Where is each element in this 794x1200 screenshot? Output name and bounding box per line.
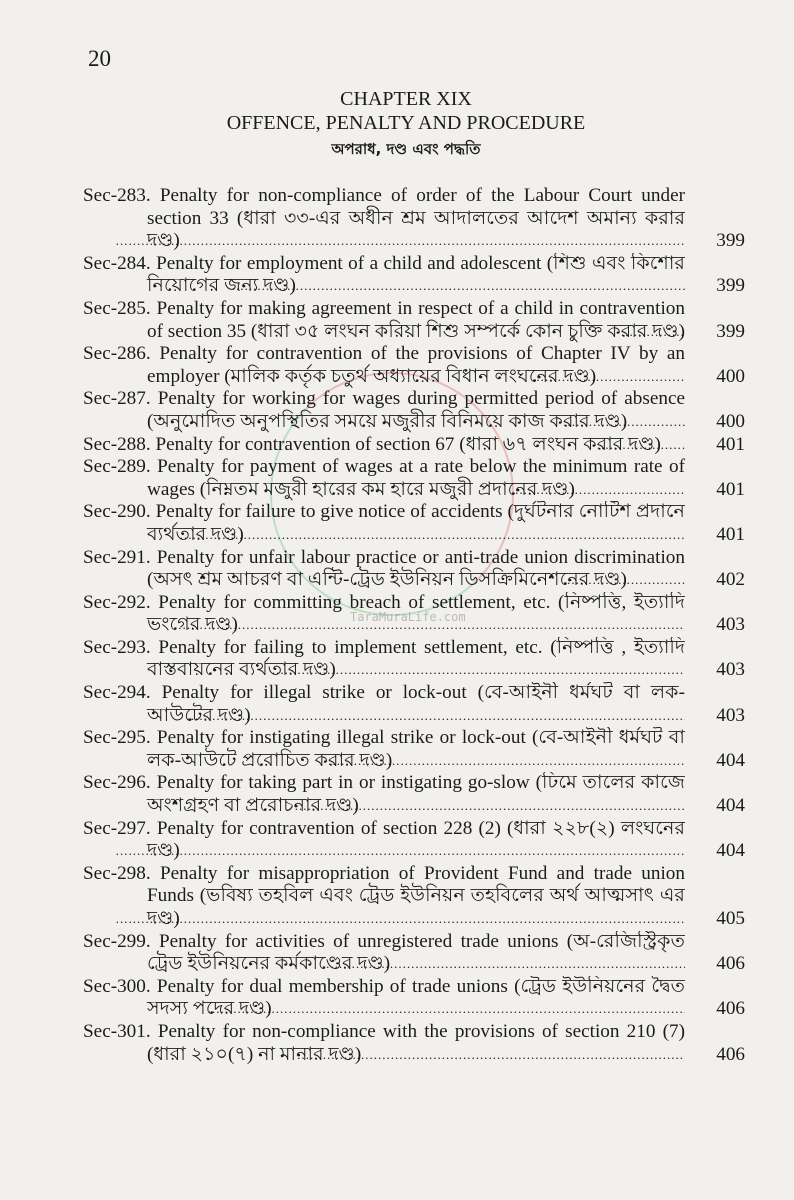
page-number: 20 <box>88 46 111 71</box>
toc-entry[interactable] <box>83 592 745 637</box>
toc-entry-text: Sec-286. Penalty for contravention of the provisions of Chapter IV by an employer (মালিক কর্তৃক চতুর্থ অধ্যায়ের বিধান লংঘনের দণ্ড) ..... <box>83 343 685 387</box>
toc-entry[interactable] <box>83 818 745 863</box>
toc-entry-page: 406 <box>716 1043 745 1065</box>
table-of-contents <box>83 185 745 1066</box>
toc-entry-text: Sec-285. Penalty for making agreement in respect of a child in contravention of section 35 (ধারা ৩৫ লংঘন করিয়া শিশু সম্পর্কে কোন চুক্তি করার দণ্ড) ..... <box>83 298 685 342</box>
toc-entry-page: 403 <box>716 614 745 636</box>
toc-entry-page: 399 <box>716 320 745 342</box>
toc-entry-page: 404 <box>716 840 745 862</box>
toc-entry[interactable] <box>83 863 745 931</box>
toc-entry-page: 406 <box>716 998 745 1020</box>
toc-entry-page: 404 <box>716 795 745 817</box>
toc-entry-title <box>83 388 685 433</box>
toc-entry-page: 405 <box>716 908 745 929</box>
toc-entry[interactable] <box>83 185 745 253</box>
toc-entry-text: Sec-291. Penalty for unfair labour practice or anti-trade union discrimination (অসৎ শ্রম আচরণ বা এন্টি-ট্রেড ইউনিয়ন ডিসক্রিমিনেশনের দণ্ড) ..... <box>83 547 685 591</box>
toc-entry-page: 399 <box>716 230 745 252</box>
toc-entry-title <box>83 863 685 931</box>
toc-entry-text: Sec-293. Penalty for failing to implement settlement, etc. (নিষ্পত্তি , ইত্যাদি বাস্তবায়নের ব্যর্থতার দণ্ড) ..... <box>83 637 685 681</box>
toc-entry[interactable] <box>83 343 745 388</box>
toc-entry[interactable] <box>83 931 745 976</box>
toc-entry[interactable] <box>83 456 745 501</box>
toc-entry[interactable] <box>83 253 745 298</box>
toc-entry-text: Sec-296. Penalty for taking part in or instigating go-slow (ঢিমে তালের কাজে অংশগ্রহণ বা প্ররোচনার দণ্ড) ..... <box>83 772 685 816</box>
toc-entry[interactable] <box>83 547 745 592</box>
toc-entry[interactable] <box>83 727 745 772</box>
toc-entry-text: Sec-298. Penalty for misappropriation of Provident Fund and trade union Funds (ভবিষ্য তহবিল এবং ট্রেড ইউনিয়ন তহবিলের অর্থ আত্মসাৎ এর দণ্ড) ..... <box>83 863 685 929</box>
toc-entry-text: Sec-299. Penalty for activities of unregistered trade unions (অ-রেজিস্ট্রিকৃত ট্রেড ইউনিয়নের কর্মকাণ্ডের দণ্ড) ..... <box>83 931 685 975</box>
toc-entry-text: Sec-300. Penalty for dual membership of trade unions (ট্রেড ইউনিয়নের দ্বৈত সদস্য পদের দণ্ড) ..... <box>83 976 685 1020</box>
toc-entry-title <box>83 818 685 863</box>
toc-entry-title <box>83 343 685 388</box>
toc-entry-page: 403 <box>716 659 745 681</box>
toc-entry-title <box>83 1021 685 1066</box>
toc-entry-title <box>83 931 685 976</box>
toc-entry-title <box>83 253 685 298</box>
toc-entry-title <box>83 547 685 592</box>
toc-entry-title <box>83 501 685 546</box>
toc-entry[interactable] <box>83 682 745 727</box>
toc-entry[interactable] <box>83 637 745 682</box>
toc-entry-page: 399 <box>716 275 745 297</box>
toc-entry-text: Sec-297. Penalty for contravention of section 228 (2) (ধারা ২২৮(২) লংঘনের দণ্ড) ..... <box>83 818 685 862</box>
toc-entry-title <box>83 592 685 637</box>
toc-entry-title <box>83 682 685 727</box>
toc-entry[interactable] <box>83 434 745 457</box>
toc-entry-text: Sec-301. Penalty for non-compliance with the provisions of section 210 (7) (ধারা ২১০(৭) না মানার দণ্ড) ..... <box>83 1021 685 1065</box>
toc-entry-text: Sec-287. Penalty for working for wages during permitted period of absence (অনুমোদিত অনুপস্থিতির সময়ে মজুরীর বিনিময়ে কাজ করার দণ্ড) ..... <box>83 388 685 432</box>
toc-entry-page: 406 <box>716 953 745 975</box>
toc-entry-title <box>83 976 685 1021</box>
toc-entry-page: 401 <box>716 523 745 545</box>
toc-entry-text: Sec-294. Penalty for illegal strike or lock-out (বে-আইনী ধর্মঘট বা লক-আউটের দণ্ড) ..... <box>83 682 685 726</box>
toc-entry-page: 401 <box>716 433 745 455</box>
toc-entry-page: 400 <box>716 410 745 432</box>
toc-entry[interactable] <box>83 501 745 546</box>
toc-entry[interactable] <box>83 1021 745 1066</box>
toc-entry-page: 400 <box>716 365 745 387</box>
toc-entry-title <box>83 434 685 457</box>
toc-entry-title <box>83 772 685 817</box>
toc-entry-title <box>83 727 685 772</box>
toc-entry-text: Sec-284. Penalty for employment of a child and adolescent (শিশু এবং কিশোর নিয়োগের জন্য দণ্ড) ..... <box>83 253 685 297</box>
toc-entry[interactable] <box>83 772 745 817</box>
toc-entry-title <box>83 185 685 253</box>
toc-entry-page: 401 <box>716 478 745 500</box>
toc-entry-text: Sec-290. Penalty for failure to give notice of accidents (দুর্ঘটনার নোটিশ প্রদানে ব্যর্থতার দণ্ড) ..... <box>83 501 685 545</box>
toc-entry[interactable] <box>83 298 745 343</box>
chapter-heading: CHAPTER XIX <box>340 88 472 110</box>
toc-entry[interactable] <box>83 976 745 1021</box>
toc-entry[interactable] <box>83 388 745 433</box>
toc-entry-title <box>83 637 685 682</box>
chapter-title: OFFENCE, PENALTY AND PROCEDURE <box>226 112 586 134</box>
watermark-text: TaraMuraLife.com <box>350 610 466 624</box>
toc-entry-title <box>83 456 685 501</box>
toc-entry-text: Sec-289. Penalty for payment of wages at a rate below the minimum rate of wages (নিম্নতম মজুরী হারের কম হারে মজুরী প্রদানের দণ্ড) ..... <box>83 456 685 500</box>
toc-entry-text: Sec-288. Penalty for contravention of section 67 (ধারা ৬৭ লংঘন করার দণ্ড) ..... <box>83 434 661 455</box>
chapter-title-bengali: অপরাধ, দণ্ড এবং পদ্ধতি <box>331 140 481 158</box>
toc-entry-page: 404 <box>716 749 745 771</box>
toc-entry-text: Sec-295. Penalty for instigating illegal strike or lock-out (বে-আইনী ধর্মঘট বা লক-আউটে প্ররোচিত করার দণ্ড) ..... <box>83 727 685 771</box>
toc-entry-page: 402 <box>716 569 745 591</box>
toc-entry-text: Sec-292. Penalty for committing breach of settlement, etc. (নিষ্পত্তি, ইত্যাদি ভংগের দণ্ড) ..... <box>83 592 685 636</box>
toc-entry-page: 403 <box>716 704 745 726</box>
toc-entry-text: Sec-283. Penalty for non-compliance of order of the Labour Court under section 33 (ধারা ৩৩-এর অধীন শ্রম আদালতের আদেশ অমান্য করার দণ্ড) ..... <box>83 185 685 251</box>
toc-entry-title <box>83 298 685 343</box>
